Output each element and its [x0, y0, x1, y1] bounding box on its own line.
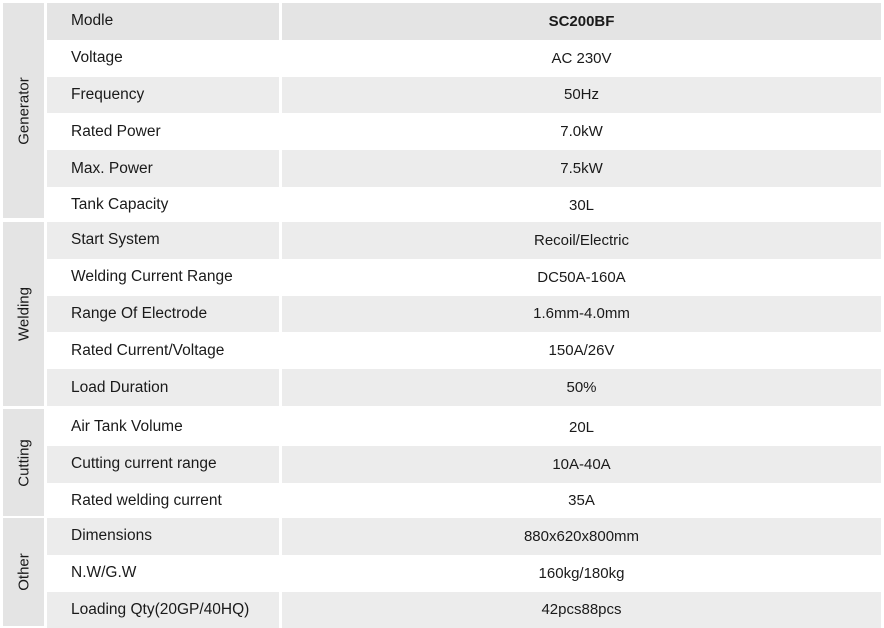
table-row: [47, 150, 881, 187]
group-generator: [3, 3, 881, 218]
group-label: [3, 3, 44, 218]
table-row: [47, 77, 881, 114]
spec-value: 160kg/180kg: [538, 564, 625, 582]
table-row: [47, 409, 881, 446]
spec-value: 30L: [568, 196, 595, 214]
table-row: [47, 332, 881, 369]
spec-name: Voltage: [71, 49, 123, 67]
spec-name: Rated Current/Voltage: [71, 341, 225, 359]
spec-name: N.W/G.W: [71, 564, 137, 582]
table-row: [47, 446, 881, 483]
spec-name: Air Tank Volume: [71, 418, 183, 436]
spec-name: Rated Power: [71, 122, 161, 140]
group-rows: [47, 409, 881, 519]
table-row: [47, 555, 881, 592]
group-welding: [3, 222, 881, 406]
spec-value: 7.5kW: [282, 150, 881, 187]
spec-name: Frequency: [47, 77, 279, 114]
spec-name: Loading Qty(20GP/40HQ): [47, 592, 279, 628]
table-row: [47, 259, 881, 296]
spec-value: 50Hz: [282, 77, 881, 114]
table-row: [47, 592, 881, 628]
table-row: [47, 518, 881, 555]
spec-value: 42pcs88pcs: [282, 592, 881, 628]
spec-value: 20L: [568, 418, 595, 436]
model-name: SC200BF: [282, 3, 881, 40]
group-label-text: Generator: [15, 76, 32, 145]
header-label: Modle: [47, 3, 279, 40]
spec-name: Range Of Electrode: [47, 296, 279, 333]
group-label: [3, 518, 44, 626]
table-row: [47, 483, 881, 520]
spec-value: 35A: [568, 492, 595, 510]
spec-name: Welding Current Range: [71, 268, 233, 286]
spec-value: 880x620x800mm: [282, 518, 881, 555]
table-row: [47, 222, 881, 259]
group-other: [3, 518, 881, 626]
group-label: [3, 222, 44, 406]
spec-name: Rated welding current: [71, 491, 222, 509]
table-row: [47, 187, 881, 224]
spec-value: 50%: [282, 369, 881, 406]
table-row: [47, 40, 881, 77]
spec-name: Cutting current range: [47, 446, 279, 483]
spec-value: 10A-40A: [282, 446, 881, 483]
spec-name: Max. Power: [47, 150, 279, 187]
spec-name: Load Duration: [47, 369, 279, 406]
spec-name: Dimensions: [47, 518, 279, 555]
spec-value: 7.0kW: [560, 123, 603, 141]
group-label-text: Other: [15, 553, 32, 591]
spec-value: AC 230V: [551, 49, 612, 67]
table-row: [47, 369, 881, 406]
group-rows: [47, 518, 881, 628]
group-rows: [47, 222, 881, 406]
group-rows: [47, 3, 881, 224]
spec-value: DC50A-160A: [537, 268, 626, 286]
group-cutting: [3, 409, 881, 516]
spec-name: Start System: [47, 222, 279, 259]
spec-name: Tank Capacity: [71, 196, 169, 214]
group-label: [3, 409, 44, 516]
group-label-text: Welding: [15, 287, 32, 341]
group-label-text: Cutting: [15, 438, 32, 487]
table-row: [47, 296, 881, 333]
spec-value: Recoil/Electric: [282, 222, 881, 259]
spec-value: 1.6mm-4.0mm: [282, 296, 881, 333]
table-row: [47, 113, 881, 150]
header-row: [47, 3, 881, 40]
spec-value: 150A/26V: [548, 342, 615, 360]
